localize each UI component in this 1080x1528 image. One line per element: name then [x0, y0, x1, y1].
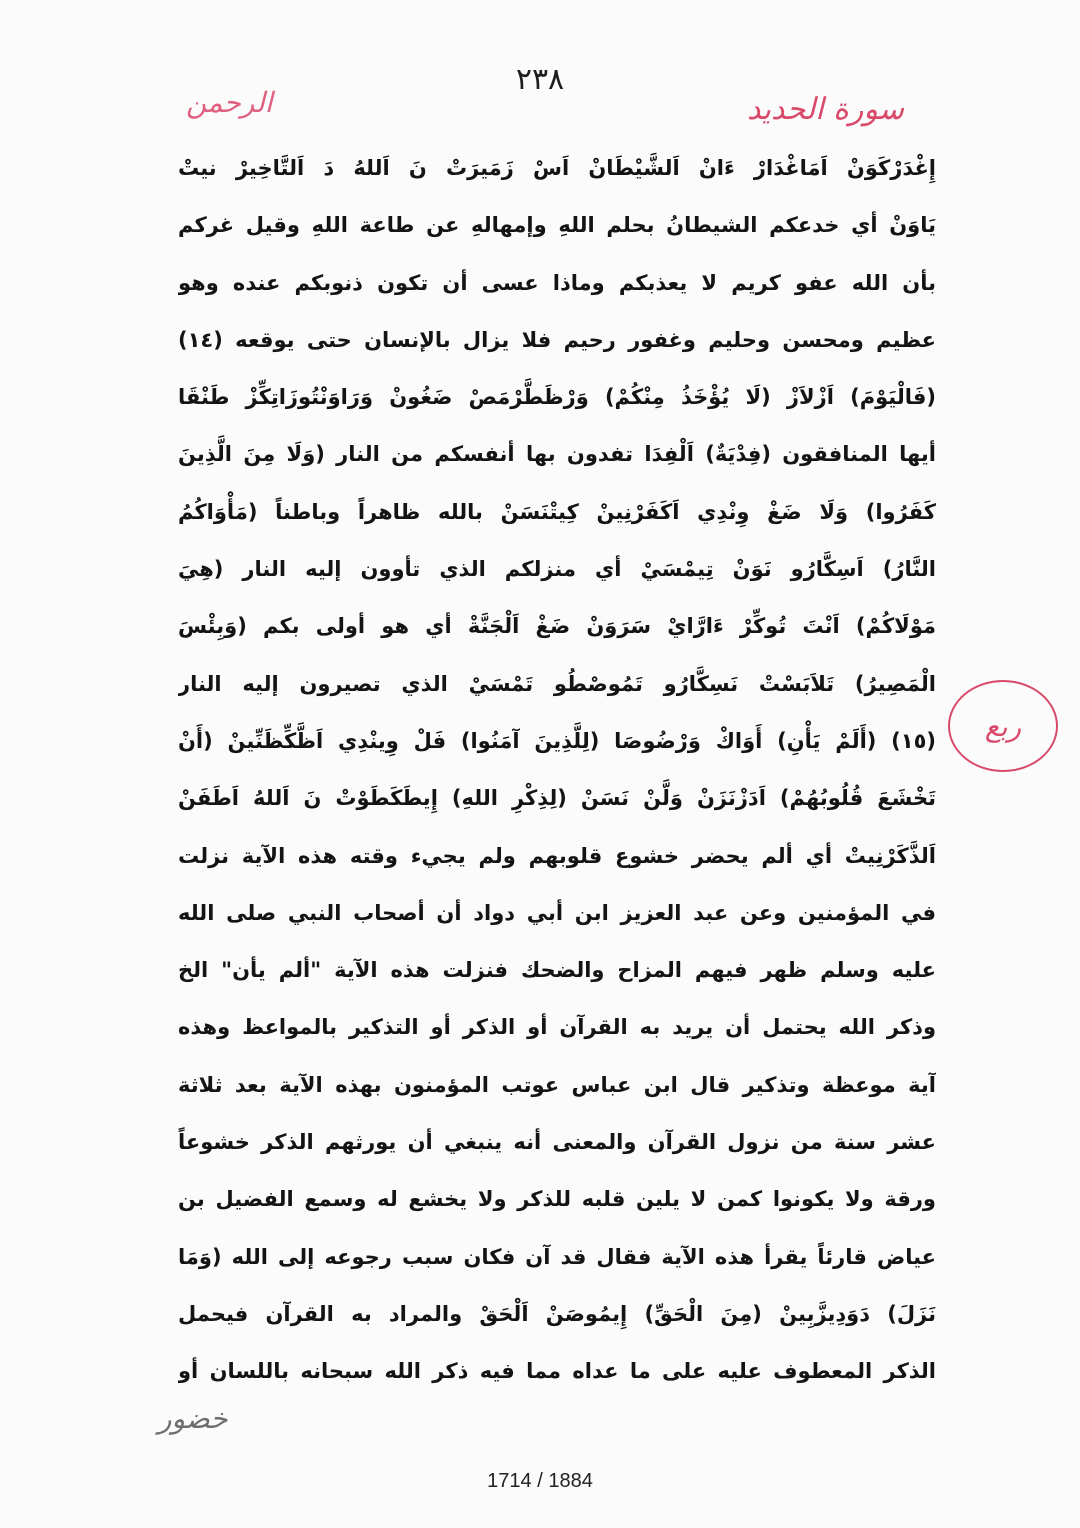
- page-counter: 1714 / 1884: [487, 1470, 593, 1492]
- text-line: كَفَرُوا) وَلَا ضَغْ وِنْدِي اَكَفَرْنِينْ كِيتْنَسَنْ بالله ظاهراً وباطناً (مَأْوَاكُمُ: [178, 499, 936, 524]
- handwritten-section-name: الرحمن: [186, 86, 273, 119]
- text-line: إِغْدَرْكَوَنْ اَمَاغْدَارْ ءَانْ اَلشَّيْطَانْ اَسْ زَمَيرَتْ نَ اَللهُ دَ اَلتَّاخِيرْ نيتْ: [178, 156, 936, 180]
- text-line: مَوْلَاكُمْ) اَنْتَ تُوكِّرْ ءَارَّايْ سَرَوَنْ ضَغْ اَلْجَنَّةْ أي هو أولى بكم (وَبِئْسَ: [178, 614, 936, 639]
- text-line: أيها المنافقون (فِدْيَةٌ) اَلْفِدَا تفدون بها أنفسكم من النار (وَلَا مِنَ الَّذِينَ: [178, 442, 936, 467]
- text-line: نَزَلَ) دَوَدِيزَّبِينْ (مِنَ الْحَقِّ) إِيمُوصَنْ اَلْحَقْ والمراد به القرآن فيحمل: [178, 1301, 936, 1326]
- text-line: النَّارُ) اَسِكَّارُو نَوَنْ تِيمْسَيْ أي منزلكم الذي تأوون إليه النار (هِيَ: [178, 557, 936, 582]
- text-line: في المؤمنين وعن عبد العزيز ابن أبي دواد أن أصحاب النبي صلى الله: [178, 900, 936, 925]
- text-line: بأن الله عفو كريم لا يعذبكم وماذا عسى أن تكون ذنوبكم عنده وهو: [178, 270, 936, 295]
- handwritten-signature: خضور: [158, 1402, 228, 1435]
- text-line: عليه وسلم ظهر فيهم المزاح والضحك فنزلت هذه الآية "ألم يأن" الخ: [178, 958, 936, 983]
- text-line: ورقة ولا يكونوا كمن لا يلين قلبه للذكر ولا يخشع له وسمع الفضيل بن: [178, 1187, 936, 1212]
- text-line: الذكر المعطوف عليه على ما عداه مما فيه ذكر الله سبحانه باللسان أو: [178, 1359, 936, 1384]
- text-line: عظيم ومحسن وحليم وغفور رحيم فلا يزال بالإنسان حتى يوقعه (١٤): [178, 327, 936, 352]
- text-line: (فَالْيَوْمَ) اَزْلاَزْ (لَا يُؤْخَذُ مِنْكُمْ) وَرْظَطَّرْمَصْ ضَغُونْ وَرَاوَنْتُوزَاتِكِّزْ طَنْقَا: [178, 385, 936, 410]
- handwritten-surah-name: سورة الحديد: [746, 92, 904, 127]
- text-line: وذكر الله يحتمل أن يريد به القرآن أو الذكر أو التذكير بالمواعظ وهذه: [178, 1015, 936, 1040]
- text-line: الْمَصِيرُ) تَلاَبَسْتْ نَسِكَّارُو تَمُوصْطُو تَمْسَيْ الذي تصيرون إليه النار: [178, 671, 936, 696]
- text-line: تَخْشَعَ قُلُوبُهُمْ) اَدَزْنَزَنْ وَلَّنْ نَسَنْ (لِذِكْرِ اللهِ) إِيطَكَطَوْتْ نَ اَللهُ اَطَفَنْ: [178, 786, 936, 811]
- body-text: [178, 140, 936, 1401]
- margin-note-circle: [948, 680, 1058, 772]
- text-line: عياض قارئاً يقرأ هذه الآية فقال قد آن فكان سبب رجوعه إلى الله (وَمَا: [178, 1244, 936, 1269]
- text-line: (١٥) (أَلَمْ يَأْنِ) أَوَاكْ وَرْضُوصَا (لِلَّذِينَ آمَنُوا) فَلْ وِينْدِي اَظَّكِّظَنِّينْ (أَنْ: [178, 728, 936, 753]
- text-line: يَاوَنْ أي خدعكم الشيطانُ بحلم اللهِ وإمهالهِ عن طاعة اللهِ وقيل غركم: [178, 213, 936, 238]
- text-line: آية موعظة وتذكير قال ابن عباس عوتب المؤمنون بهذه الآية بعد ثلاثة: [178, 1072, 936, 1097]
- page-number: ٢٣٨: [515, 62, 565, 97]
- text-line: اَلذَّكَرْنِيتْ أي ألم يحضر خشوع قلوبهم ولم يجيء وقته هذه الآية نزلت: [178, 843, 936, 868]
- text-line: عشر سنة من نزول القرآن والمعنى أنه ينبغي أن يورثهم الذكر خشوعاً: [178, 1130, 936, 1155]
- margin-note-text: ربع: [984, 709, 1022, 743]
